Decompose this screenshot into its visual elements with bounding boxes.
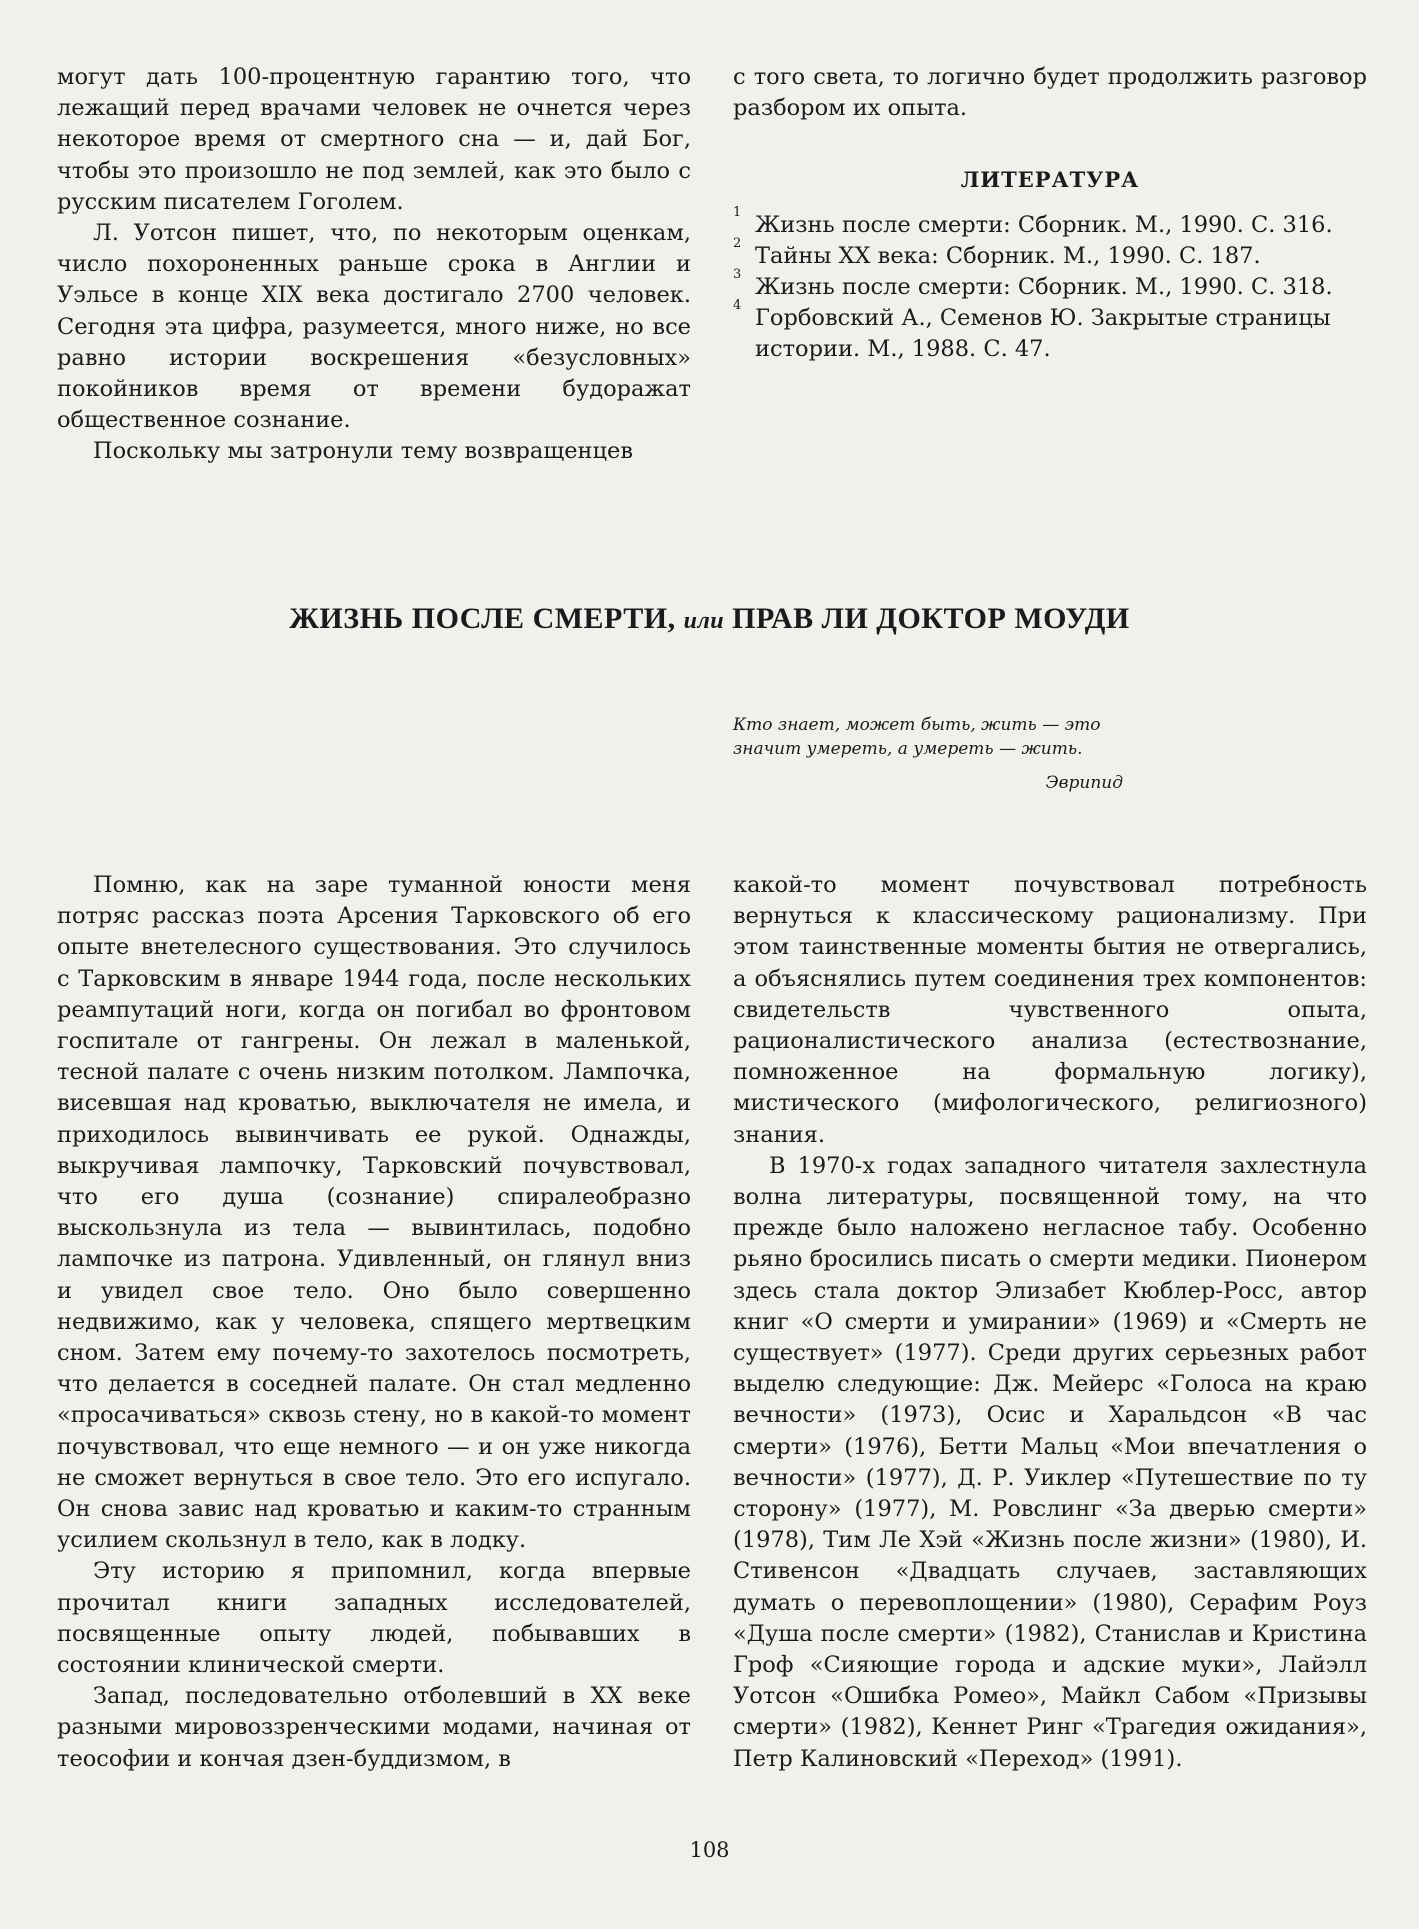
reference-item [733, 298, 1367, 365]
title-or: или [683, 608, 725, 634]
paragraph: Помню, как на заре туманной юности меня потряс рассказ поэта Арсения Тарковского об его опыте внетелесного существования. Это случилось с Тарковским в январе 1944 года, после нескольких реампутаций ноги, когда он погибал во фронтовом госпитале от гангрены. Он лежал в маленькой, тесной палате с очень низким потолком. Лампочка, висевшая над кроватью, выключателя не имела, и приходилось вывинчивать ее рукой. Однажды, выкручивая лампочку, Тарковский почувствовал, что его душа (сознание) спиралеобразно выскользнула из тела — вывинтилась, подобно лампочке из патрона. Удивленный, он глянул вниз и увидел свое тело. Оно было совершенно недвижимо, как у человека, спящего мертвецким сном. Затем ему почему-то захотелось посмотреть, что делается в соседней палате. Он стал медленно «просачиваться» сквозь стену, но в какой-то момент почувствовал, что еще немного — и он уже никогда не сможет вернуться в свое тело. Это его испугало. Он снова завис над кроватью и каким-то странным усилием скользнул в тело, как в лодку. [57, 872, 691, 1554]
article-title [0, 602, 1419, 636]
reference-number: 2 [733, 235, 742, 251]
epigraph [733, 713, 1123, 795]
paragraph: Запад, последовательно отболевший в XX веке разными мировоззренческими модами, начиная от теософии и кончая дзен-буддизмом, в [57, 1683, 691, 1772]
page-number: 108 [689, 1838, 730, 1862]
reference-text: Горбовский А., Семенов Ю. Закрытые страницы истории. М., 1988. С. 47. [755, 305, 1331, 363]
epigraph-text: Кто знает, может быть, жить — это значит умереть, а умереть — жить. [733, 715, 1101, 759]
reference-item [733, 204, 1367, 241]
reference-text: Жизнь после смерти: Сборник. М., 1990. С. 318. [755, 274, 1333, 301]
title-part-2: ПРАВ ЛИ ДОКТОР МОУДИ [732, 602, 1130, 635]
article-left-column [57, 870, 691, 1775]
paragraph: Поскольку мы затронули тему возвращенцев [93, 438, 633, 465]
reference-item [733, 267, 1367, 303]
epigraph-author: Эврипид [1045, 773, 1123, 793]
paragraph: какой-то момент почувствовал потребность вернуться к классическому рационализму. При этом таинственные моменты бытия не отвергались, а объяснялись путем соединения трех компонентов: свидетельств чувственного опыта, рационалистического анализа (естествознание, помноженное на формальную логику), мистического (мифологического, религиозного) знания. [733, 872, 1367, 1148]
paragraph: Л. Уотсон пишет, что, по некоторым оценкам, число похороненных раньше срока в Англии и Уэльсе в конце XIX века достигало 2700 человек. Сегодня эта цифра, разумеется, много ниже, но все равно истории воскрешения «безусловных» покойников время от времени будоражат общественное сознание. [57, 220, 691, 434]
article-right-column [733, 870, 1367, 1775]
title-part-1: ЖИЗНЬ ПОСЛЕ СМЕРТИ, [289, 602, 676, 635]
paragraph: с того света, то логично будет продолжить разговор разбором их опыта. [733, 64, 1367, 122]
paragraph: Эту историю я припомнил, когда впервые прочитал книги западных исследователей, посвященные опыту людей, побывавших в состоянии клинической смерти. [57, 1558, 691, 1679]
reference-item [733, 235, 1367, 272]
reference-number: 4 [733, 298, 742, 314]
reference-text: Жизнь после смерти: Сборник. М., 1990. С. 316. [755, 211, 1333, 238]
reference-number: 1 [733, 204, 742, 220]
paragraph: могут дать 100-процентную гарантию того, что лежащий перед врачами человек не очнется через некоторое время от смертного сна — и, дай Бог, чтобы это произошло не под землей, как это было с русским писателем Гоголем. [57, 64, 691, 215]
paragraph: В 1970-х годах западного читателя захлестнула волна литературы, посвященной тому, на что прежде было наложено негласное табу. Особенно рьяно бросились писать о смерти медики. Пионером здесь стала доктор Элизабет Кюблер-Росс, автор книг «О смерти и умирании» (1969) и «Смерть не существует» (1977). Среди других серьезных работ выделю следующие: Дж. Мейерс «Голоса на краю вечности» (1973), Осис и Харальдсон «В час смерти» (1976), Бетти Мальц «Мои впечатления о вечности» (1977), Д. Р. Уиклер «Путешествие по ту сторону» (1977), М. Ровслинг «За дверью смерти» (1978), Тим Ле Хэй «Жизнь после жизни» (1980), И. Стивенсон «Двадцать случаев, заставляющих думать о перевоплощении» (1980), Серафим Роуз «Душа после смерти» (1982), Станислав и Кристина Гроф «Сияющие города и адские муки», Лайэлл Уотсон «Ошибка Ромео», Майкл Сабом «Призывы смерти» (1982), Кеннет Ринг «Трагедия ожидания», Петр Калиновский «Переход» (1991). [733, 1152, 1367, 1772]
top-right-column [733, 62, 1367, 366]
reference-text: Тайны XX века: Сборник. М., 1990. С. 187. [755, 242, 1261, 269]
literature-heading: ЛИТЕРАТУРА [960, 167, 1140, 193]
reference-number: 3 [733, 267, 742, 283]
top-left-column [57, 62, 691, 468]
